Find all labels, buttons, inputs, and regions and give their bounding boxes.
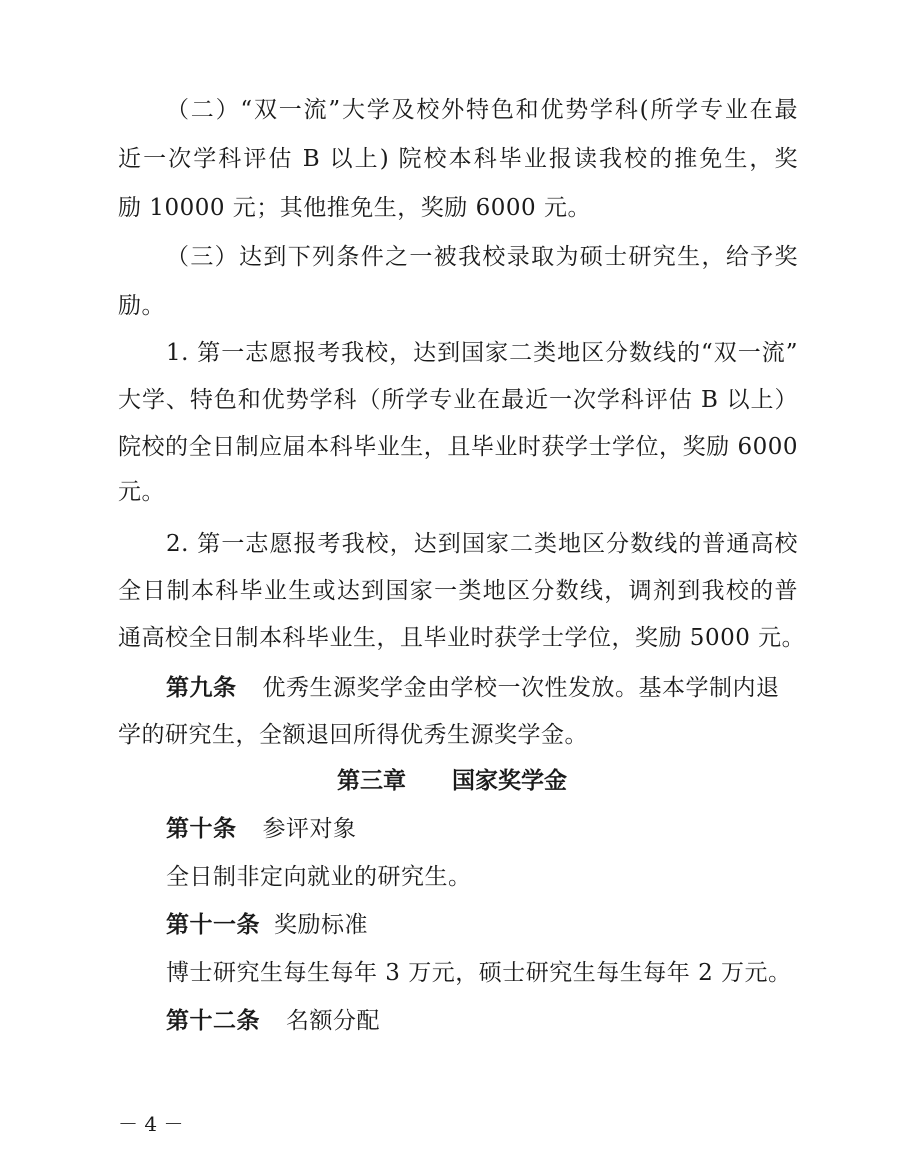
article-10-body: 全日制非定向就业的研究生。 xyxy=(166,864,472,890)
item-1-line-2: 大学、特色和优势学科（所学专业在最近一次学科评估 B 以上） xyxy=(118,387,798,413)
article-9-line-2: 学的研究生，全额退回所得优秀生源奖学金。 xyxy=(118,722,588,748)
article-10-label: 第十条 xyxy=(166,816,237,842)
para-2-line-3: 励 10000 元；其他推免生，奖励 6000 元。 xyxy=(118,195,591,221)
article-9-text: 优秀生源奖学金由学校一次性发放。基本学制内退 xyxy=(262,675,780,701)
article-10-heading xyxy=(166,813,798,845)
item-1-line-3: 院校的全日制应届本科毕业生，且毕业时获学士学位，奖励 6000 xyxy=(118,434,798,460)
article-12-title: 名额分配 xyxy=(286,1008,380,1034)
article-12-heading xyxy=(166,1005,798,1037)
article-11-label: 第十一条 xyxy=(166,912,260,938)
item-2-line-2: 全日制本科毕业生或达到国家一类地区分数线，调剂到我校的普 xyxy=(118,578,798,604)
article-11-body: 博士研究生每生每年 3 万元，硕士研究生每生每年 2 万元。 xyxy=(166,960,792,986)
item-2-line-1: 2. 第一志愿报考我校，达到国家二类地区分数线的普通高校 xyxy=(166,531,798,557)
item-1-line-1: 1. 第一志愿报考我校，达到国家二类地区分数线的“双一流” xyxy=(166,340,798,366)
item-2-line-3: 通高校全日制本科毕业生，且毕业时获学士学位，奖励 5000 元。 xyxy=(118,625,806,651)
para-3-line-2: 励。 xyxy=(118,293,165,319)
article-9-line-1 xyxy=(166,672,798,704)
para-3-line-1: （三）达到下列条件之一被我校录取为硕士研究生，给予奖 xyxy=(166,244,798,270)
chapter-heading: 第三章 国家奖学金 xyxy=(337,768,567,794)
article-10-title: 参评对象 xyxy=(262,816,357,842)
article-12-label: 第十二条 xyxy=(166,1008,260,1034)
article-11-heading xyxy=(166,909,798,941)
page-number: － 4 － xyxy=(118,1112,184,1136)
article-9-label: 第九条 xyxy=(166,675,237,701)
article-11-title: 奖励标准 xyxy=(274,912,368,938)
para-2-line-1: （二）“双一流”大学及校外特色和优势学科(所学专业在最 xyxy=(166,97,798,123)
item-1-line-4: 元。 xyxy=(118,479,165,505)
para-2-line-2: 近一次学科评估 B 以上) 院校本科毕业报读我校的推免生，奖 xyxy=(118,146,798,172)
